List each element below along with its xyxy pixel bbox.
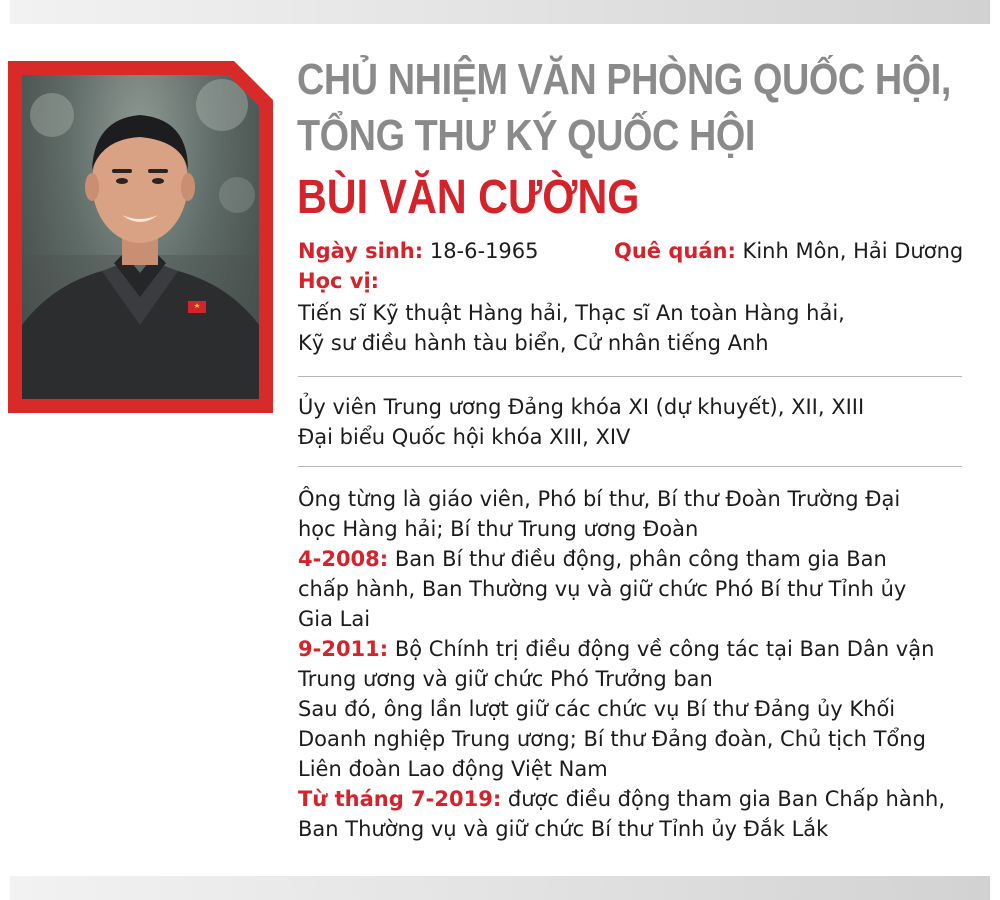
- degree-line: Tiến sĩ Kỹ thuật Hàng hải, Thạc sĩ An toàn Hàng hải,: [298, 301, 845, 325]
- degree-label: Học vị:: [298, 269, 380, 293]
- top-decorative-band: [10, 0, 990, 24]
- section-divider: [298, 466, 962, 467]
- career-entry-text: Ban Bí thư điều động, phân công tham gia Ban: [388, 547, 887, 571]
- hometown-label: Quê quán:: [614, 239, 736, 263]
- career-text: [298, 484, 988, 844]
- birth-date-label: Ngày sinh:: [298, 239, 424, 263]
- career-intro-line: học Hàng hải; Bí thư Trung ương Đoàn: [298, 517, 699, 541]
- career-entry-line: Ban Thường vụ và giữ chức Bí thư Tỉnh ủy Đắk Lắk: [298, 817, 829, 841]
- career-intro-line: Ông từng là giáo viên, Phó bí thư, Bí thư Đoàn Trường Đại: [298, 487, 901, 511]
- bottom-decorative-band: [10, 876, 990, 900]
- career-later-line: Sau đó, ông lần lượt giữ các chức vụ Bí thư Đảng ủy Khối: [298, 697, 896, 721]
- birth-date-row: [298, 236, 539, 266]
- career-entry-2011: [298, 634, 988, 664]
- career-entry-2008: [298, 544, 988, 574]
- degree-label-row: [298, 266, 379, 296]
- career-entry-line: Gia Lai: [298, 607, 371, 631]
- career-entry-date: 4-2008:: [298, 547, 389, 571]
- career-entry-date: Từ tháng 7-2019:: [298, 787, 502, 811]
- career-entry-text: được điều động tham gia Ban Chấp hành,: [507, 787, 946, 811]
- position-title-line-1: CHỦ NHIỆM VĂN PHÒNG QUỐC HỘI,: [297, 55, 951, 104]
- position-title: [297, 52, 951, 164]
- career-entry-2019: [298, 784, 988, 814]
- position-item: Đại biểu Quốc hội khóa XIII, XIV: [298, 425, 631, 449]
- degree-text: [298, 298, 988, 358]
- portrait-frame: [8, 61, 273, 413]
- hometown-row: [614, 236, 963, 266]
- career-later-line: Doanh nghiệp Trung ương; Bí thư Đảng đoàn, Chủ tịch Tổng: [298, 727, 926, 751]
- position-item: Ủy viên Trung ương Đảng khóa XI (dự khuyết), XII, XIII: [298, 395, 865, 419]
- career-later-line: Liên đoàn Lao động Việt Nam: [298, 757, 608, 781]
- hometown-value: Kinh Môn, Hải Dương: [742, 239, 964, 263]
- degree-line: Kỹ sư điều hành tàu biển, Cử nhân tiếng Anh: [298, 331, 769, 355]
- positions-list: [298, 392, 988, 452]
- portrait-photo: [22, 75, 259, 399]
- person-name: BÙI VĂN CƯỜNG: [297, 171, 640, 224]
- career-entry-line: chấp hành, Ban Thường vụ và giữ chức Phó Bí thư Tỉnh ủy: [298, 577, 907, 601]
- career-entry-text: Bộ Chính trị điều động về công tác tại Ban Dân vận: [394, 637, 935, 661]
- section-divider: [298, 376, 962, 377]
- career-entry-date: 9-2011:: [298, 637, 389, 661]
- position-title-line-2: TỔNG THƯ KÝ QUỐC HỘI: [297, 111, 755, 160]
- career-entry-line: Trung ương và giữ chức Phó Trưởng ban: [298, 667, 713, 691]
- birth-date-value: 18-6-1965: [429, 239, 539, 263]
